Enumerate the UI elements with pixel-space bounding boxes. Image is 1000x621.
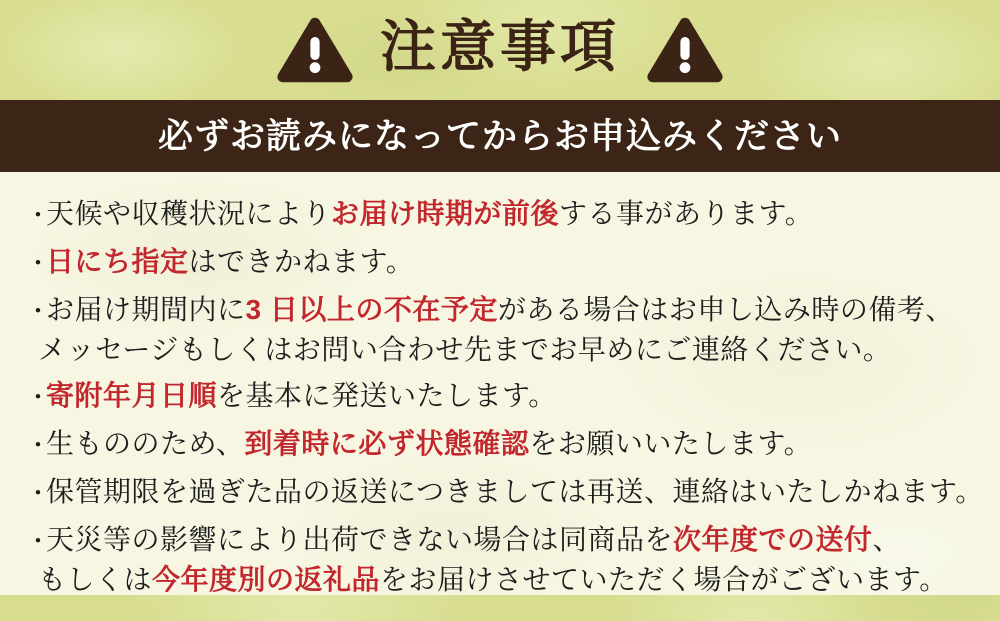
bullet-marker: ・ — [26, 528, 51, 555]
note-item — [26, 243, 980, 283]
bullet-marker: ・ — [26, 298, 51, 325]
page-title: 注意事項 — [380, 17, 620, 79]
note-text-highlight: 3 日以上の不在予定 — [245, 294, 498, 325]
note-line — [26, 377, 980, 417]
note-line-continuation — [26, 561, 980, 599]
bullet-marker: ・ — [26, 384, 51, 411]
bullet-marker: ・ — [26, 250, 51, 277]
note-text: メッセージもしくはお問い合わせ先までお早めにご連絡ください。 — [38, 334, 892, 365]
bullet-marker: ・ — [26, 202, 51, 229]
note-text: をお届けさせていただく場合がございます。 — [380, 564, 948, 595]
note-text-highlight: 今年度別の返礼品 — [152, 564, 381, 595]
note-line — [26, 243, 980, 283]
note-text: 生もののため、 — [46, 428, 245, 459]
note-text: をお願いいたします。 — [529, 428, 813, 459]
note-item — [26, 291, 980, 369]
note-line — [26, 291, 980, 331]
note-item — [26, 425, 980, 465]
banner-text: 必ずお読みになってからお申込みください — [157, 116, 842, 156]
note-text: を基本に発送いたします。 — [217, 380, 557, 411]
note-text: 天候や収穫状況により — [46, 198, 332, 229]
note-text: がある場合はお申し込み時の備考、 — [497, 294, 954, 325]
note-line-continuation — [26, 331, 980, 369]
notes-list — [0, 172, 1000, 595]
warning-triangle-icon — [276, 17, 354, 83]
note-text-highlight: 日にち指定 — [46, 246, 189, 277]
note-text-highlight: 到着時に必ず状態確認 — [244, 428, 530, 459]
bullet-marker: ・ — [26, 480, 51, 507]
note-text: お届け期間内に — [46, 294, 246, 325]
note-text: 保管期限を過ぎた品の返送につきましては再送、連絡はいたしかねます。 — [46, 476, 984, 507]
note-text-highlight: お届け時期が前後 — [331, 198, 560, 229]
note-line — [26, 521, 980, 561]
note-line — [26, 473, 984, 513]
note-item — [26, 521, 980, 599]
note-line — [26, 195, 980, 235]
note-line — [26, 425, 980, 465]
note-text-highlight: 次年度での送付 — [673, 524, 873, 555]
read-before-apply-banner — [0, 100, 1000, 172]
note-item — [26, 377, 980, 417]
note-text: する事があります。 — [559, 198, 814, 229]
notice-header — [0, 0, 1000, 100]
note-text: はできかねます。 — [188, 246, 415, 277]
bullet-marker: ・ — [26, 432, 51, 459]
warning-triangle-icon — [646, 17, 724, 83]
note-text: 天災等の影響により出荷できない場合は同商品を — [46, 524, 674, 555]
note-item — [26, 473, 984, 513]
note-text-highlight: 寄附年月日順 — [46, 380, 218, 411]
note-text: もしくは — [38, 564, 153, 595]
footer-strip — [0, 595, 1000, 621]
note-text: 、 — [872, 524, 902, 555]
note-item — [26, 195, 980, 235]
